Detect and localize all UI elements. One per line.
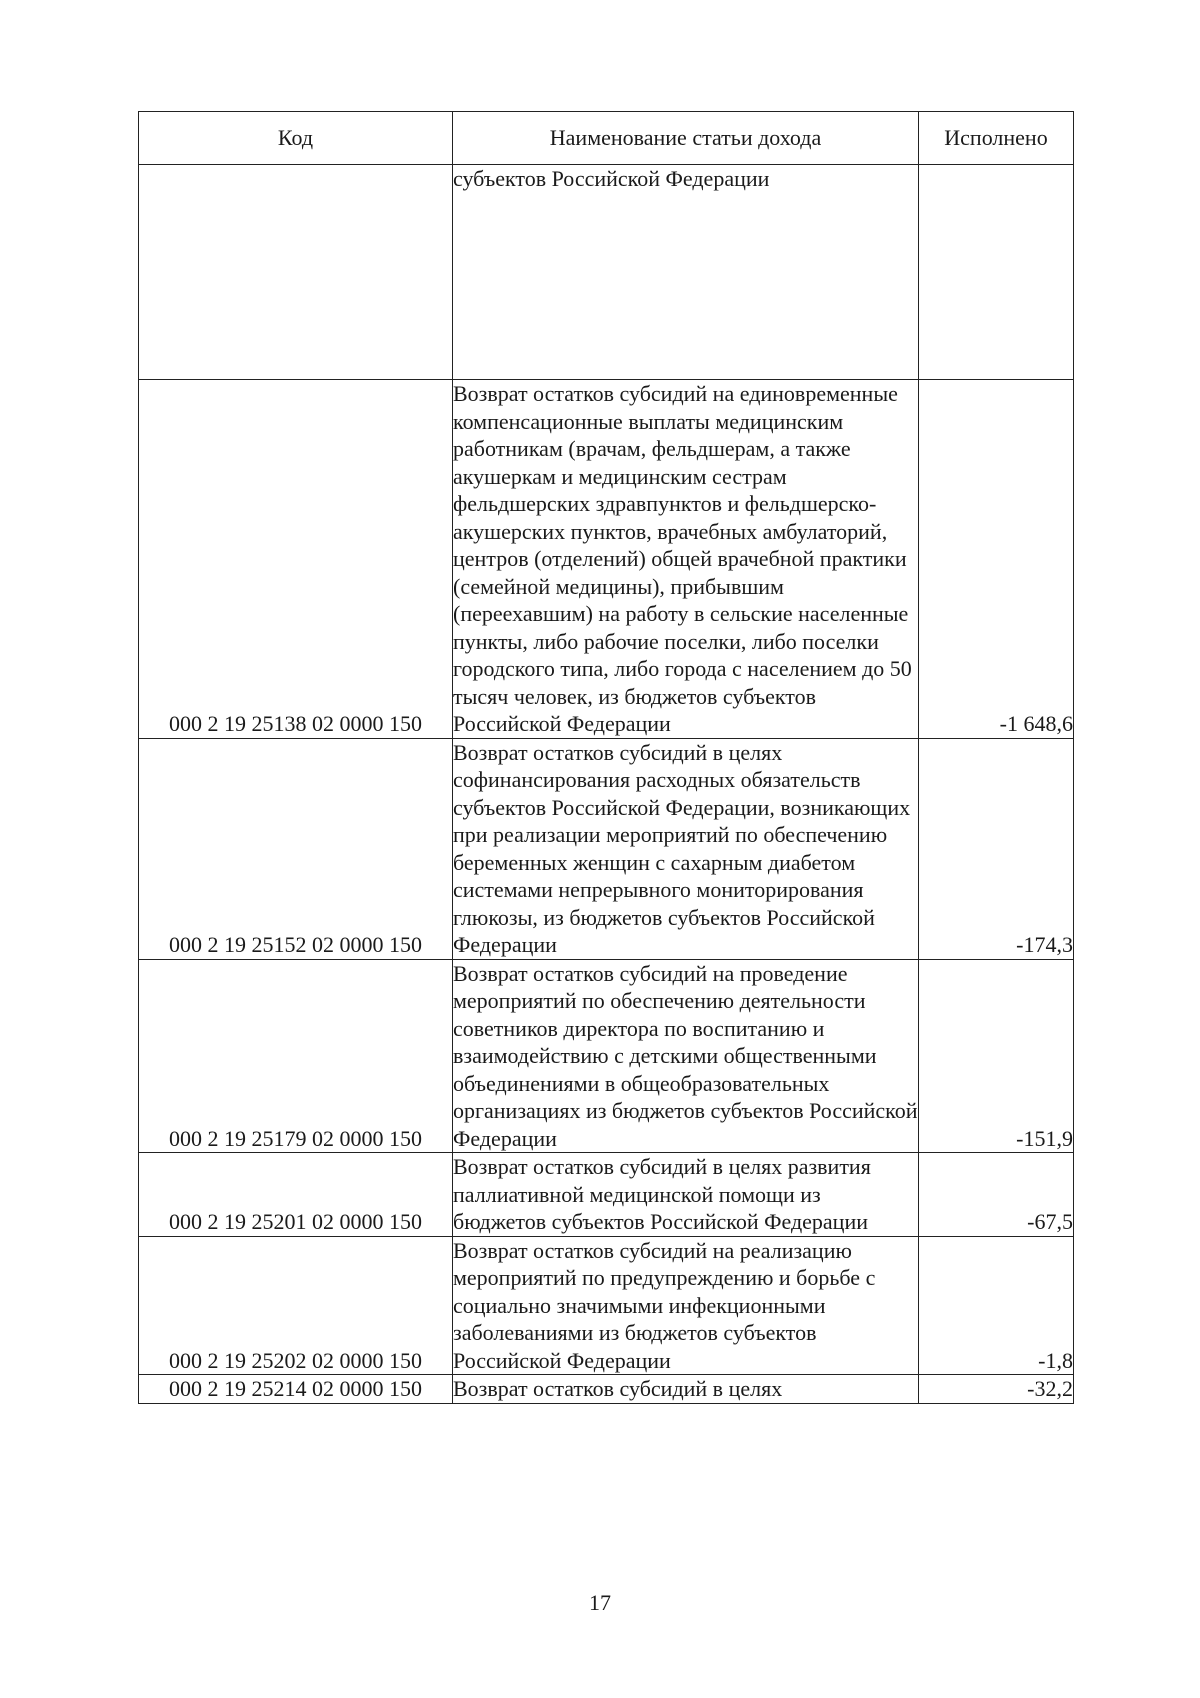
- row-code: 000 2 19 25152 02 0000 150: [139, 738, 453, 959]
- row-name: Возврат остатков субсидий в целях развития паллиативной медицинской помощи из бюджетов субъектов Российской Федерации: [453, 1153, 919, 1237]
- row-name: Возврат остатков субсидий на единовременные компенсационные выплаты медицинским работникам (врачам, фельдшерам, а также акушеркам и медицинским сестрам фельдшерских здравпунктов и фельдшерско-акушерских пунктов, врачебных амбулаторий, центров (отделений) общей врачебной практики (семейной медицины), прибывшим (переехавшим) на работу в сельские населенные пункты, либо рабочие поселки, либо поселки городского типа, либо города с населением до 50 тысяч человек, из бюджетов субъектов Российской Федерации: [453, 380, 919, 739]
- page-number: 17: [589, 1590, 611, 1615]
- row-amount: -174,3: [919, 738, 1074, 959]
- row-amount: -67,5: [919, 1153, 1074, 1237]
- row-amount: -1,8: [919, 1236, 1074, 1375]
- row-code: 000 2 19 25202 02 0000 150: [139, 1236, 453, 1375]
- row-code: 000 2 19 25201 02 0000 150: [139, 1153, 453, 1237]
- table-row: [139, 1375, 1074, 1404]
- table-row: [139, 738, 1074, 959]
- row-amount: -32,2: [919, 1375, 1074, 1404]
- table-row: [139, 1236, 1074, 1375]
- row-amount: -151,9: [919, 959, 1074, 1153]
- table-row: [139, 959, 1074, 1153]
- row-name: Возврат остатков субсидий на реализацию мероприятий по предупреждению и борьбе с социально значимыми инфекционными заболеваниями из бюджетов субъектов Российской Федерации: [453, 1236, 919, 1375]
- revenue-table: [138, 111, 1074, 1404]
- header-name: Наименование статьи дохода: [453, 112, 919, 165]
- header-row: [139, 112, 1074, 165]
- row-name: Возврат остатков субсидий в целях: [453, 1375, 919, 1404]
- row-code: 000 2 19 25179 02 0000 150: [139, 959, 453, 1153]
- row-code: 000 2 19 25138 02 0000 150: [139, 380, 453, 739]
- table-body: [139, 165, 1074, 1404]
- table-row: [139, 380, 1074, 739]
- header-amount: Исполнено: [919, 112, 1074, 165]
- row-name: Возврат остатков субсидий на проведение мероприятий по обеспечению деятельности советников директора по воспитанию и взаимодействию с детскими общественными объединениями в общеобразовательных организациях из бюджетов субъектов Российской Федерации: [453, 960, 918, 1151]
- table-header: [139, 112, 1074, 165]
- row-code: [139, 165, 453, 380]
- table-row: [139, 1153, 1074, 1237]
- row-name: Возврат остатков субсидий в целях софинансирования расходных обязательств субъектов Российской Федерации, возникающих при реализации мероприятий по обеспечению беременных женщин с сахарным диабетом системами непрерывного мониторирования глюкозы, из бюджетов субъектов Российской Федерации: [453, 738, 919, 959]
- row-name: субъектов Российской Федерации: [453, 165, 919, 380]
- table-row: [139, 165, 1074, 380]
- header-code: Код: [139, 112, 453, 165]
- row-amount: -1 648,6: [919, 380, 1074, 739]
- row-code: 000 2 19 25214 02 0000 150: [139, 1375, 453, 1404]
- row-amount: [919, 165, 1074, 380]
